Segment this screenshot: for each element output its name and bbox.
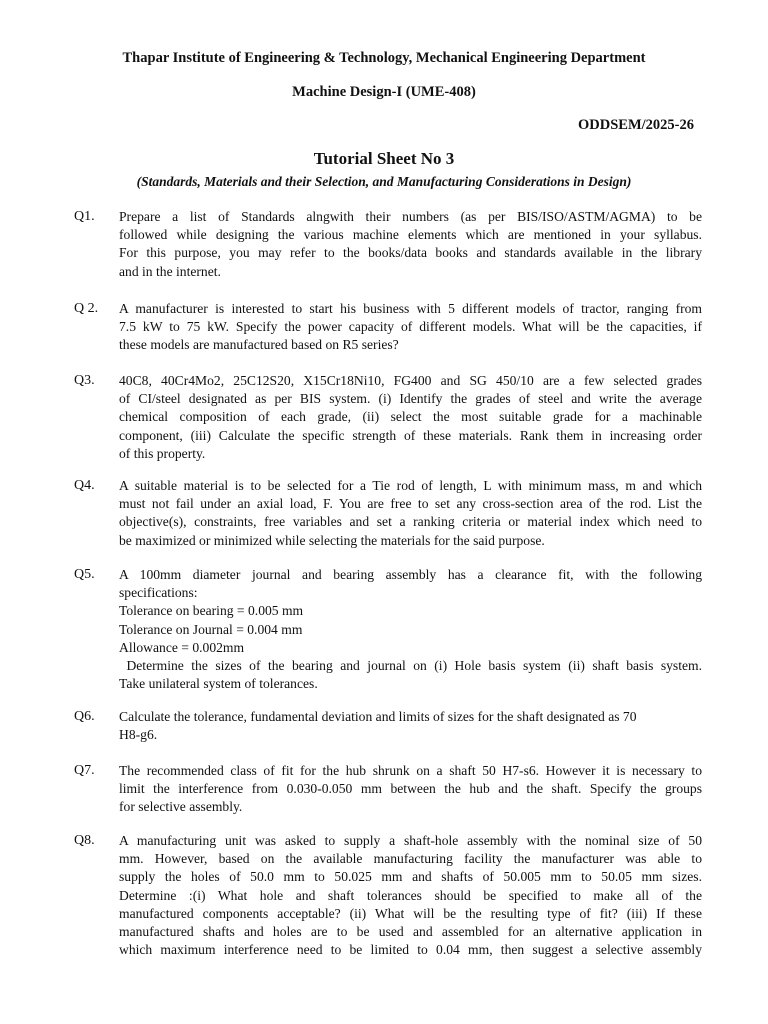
sheet-title: Tutorial Sheet No 3 (313, 149, 455, 168)
question-number: Q3. (74, 373, 95, 388)
question-line: mm. However, based on the available manufacturing facility the manufacturer was able to (119, 851, 702, 867)
question-line: Calculate the tolerance, fundamental deviation and limits of sizes for the shaft designated as 70 (119, 709, 637, 724)
question-line: H8-g6. (119, 727, 158, 743)
question-line: and in the internet. (119, 263, 221, 279)
question-line: of this property. (119, 445, 206, 461)
question-line: A 100mm diameter journal and bearing assembly has a clearance fit, with the following (119, 567, 702, 582)
question-line: limit the interference from 0.030-0.050 mm between the hub and the shaft. Specify the groups (119, 781, 702, 797)
question-line: chemical composition of each grade, (ii) select the most suitable grade for a machinable (119, 409, 702, 425)
question-line: supply the holes of 50.0 mm to 50.025 mm and shafts of 50.005 mm to 50.05 mm sizes. (119, 869, 702, 885)
question-text (119, 372, 702, 463)
question-number: Q1. (74, 209, 95, 224)
question-line: manufactured components acceptable? (ii) What will be the resulting type of fit? (iii) If these (119, 905, 702, 921)
question-line: Determine the sizes of the bearing and journal on (i) Hole basis system (ii) shaft basis system. (119, 657, 702, 673)
question-line: Take unilateral system of tolerances. (119, 676, 318, 692)
question-line: manufactured shafts and holes are to be used and assembled for an alternative application in (119, 923, 702, 939)
question-line: Allowance = 0.002mm (119, 639, 245, 655)
question-text (119, 477, 702, 550)
institute-name: Thapar Institute of Engineering & Technology, Mechanical Engineering Department (122, 50, 646, 66)
question-text (119, 566, 702, 693)
question-line: of CI/steel designated as per BIS system. (i) Identify the grades of steel and write the average (119, 391, 702, 407)
question-number: Q4. (74, 478, 95, 493)
question-line: The recommended class of fit for the hub shrunk on a shaft 50 H7-s6. However it is necessary to (119, 763, 702, 778)
question-line: these models are manufactured based on R5 series? (119, 337, 399, 353)
question-number: Q5. (74, 567, 95, 582)
question-line: Prepare a list of Standards alngwith their numbers (as per BIS/ISO/ASTM/AGMA) to be (119, 209, 702, 224)
semester-code: ODDSEM/2025-26 (578, 117, 694, 133)
question-line: Determine :(i) What hole and shaft tolerances should be specified to make all of the (119, 887, 702, 903)
question-line: component, (iii) Calculate the specific strength of these materials. Rank them in increasing order (119, 427, 702, 443)
question-line: For this purpose, you may refer to the books/data books and standards available in the library (119, 245, 702, 261)
question-line: A suitable material is to be selected for a Tie rod of length, L with minimum mass, m and which (119, 478, 702, 493)
question-text (119, 832, 702, 959)
question-line: 7.5 kW to 75 kW. Specify the power capacity of different models. What will be the capacities, if (119, 319, 702, 335)
question-number: Q 2. (74, 301, 99, 316)
question-line: Tolerance on bearing = 0.005 mm (119, 603, 304, 619)
question-line: 40C8, 40Cr4Mo2, 25C12S20, X15Cr18Ni10, FG400 and SG 450/10 are a few selected grades (119, 373, 702, 388)
question-line: followed while designing the various machine elements which are mentioned in your syllabus. (119, 227, 702, 243)
question-number: Q7. (74, 763, 95, 778)
course-title: Machine Design-I (UME-408) (292, 84, 476, 100)
question-line: objective(s), constraints, free variables and set a ranking criteria or material index which need to (119, 514, 702, 530)
question-line: specifications: (119, 585, 198, 601)
question-number: Q6. (74, 709, 95, 724)
question-line: must not fail under an axial load, F. You are free to set any cross-section area of the rod. List the (119, 496, 702, 512)
question-text (119, 762, 702, 817)
question-number: Q8. (74, 833, 95, 848)
question-text (119, 708, 702, 744)
question-line: Tolerance on Journal = 0.004 mm (119, 621, 303, 637)
question-line: A manufacturer is interested to start his business with 5 different models of tractor, ranging from (119, 301, 702, 316)
question-text (119, 208, 702, 281)
question-line: A manufacturing unit was asked to supply a shaft-hole assembly with the nominal size of 50 (119, 833, 702, 848)
question-line: for selective assembly. (119, 799, 243, 815)
question-line: which maximum interference need to be limited to 0.04 mm, then suggest a selective assembly (119, 942, 702, 958)
sheet-subtitle: (Standards, Materials and their Selection, and Manufacturing Considerations in Design) (136, 174, 632, 189)
question-line: be maximized or minimized while selecting the materials for the said purpose. (119, 532, 545, 548)
question-text (119, 300, 702, 355)
